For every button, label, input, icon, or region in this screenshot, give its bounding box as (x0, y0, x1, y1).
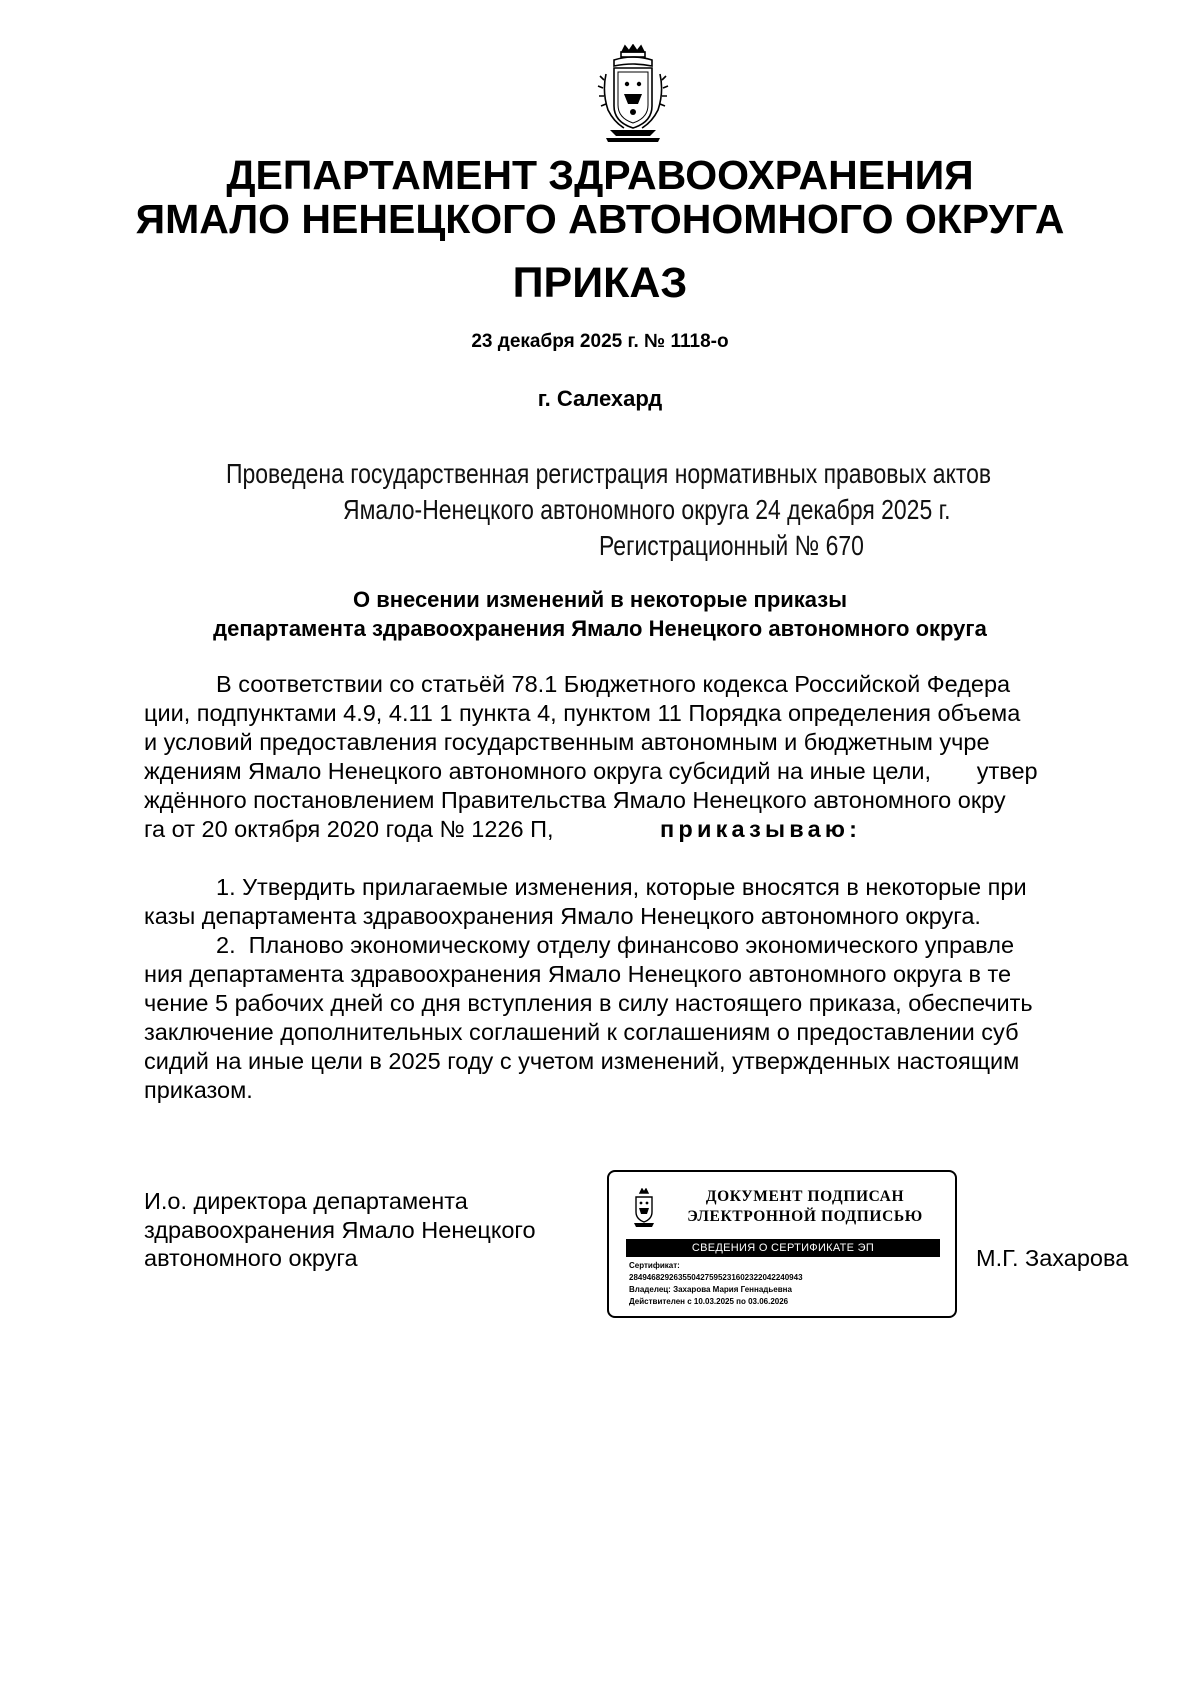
esign-owner: Владелец: Захарова Мария Геннадьевна (629, 1285, 792, 1294)
registration-stamp-line3: Регистрационный № 670 (599, 530, 864, 561)
esign-cert-number: 284946829263550427595231602322042240943 (629, 1273, 803, 1282)
signatory-position-line2: здравоохранения Ямало Ненецкого (144, 1216, 536, 1243)
clause-line: чение 5 рабочих дней со дня вступления в силу настоящего приказа, обеспечить (144, 990, 1033, 1016)
clause-line: приказом. (144, 1077, 253, 1103)
department-name-line1: ДЕПАРТАМЕНТ ЗДРАВООХРАНЕНИЯ (226, 152, 974, 198)
clause-line: заключение дополнительных соглашений к соглашениям о предоставлении суб (144, 1019, 1019, 1045)
signatory-position-line1: И.о. директора департамента (144, 1188, 468, 1214)
coat-of-arms-emblem (592, 44, 674, 144)
esign-title (685, 1187, 925, 1227)
department-name-line2: ЯМАЛО НЕНЕЦКОГО АВТОНОМНОГО ОКРУГА (135, 196, 1065, 242)
esign-emblem-icon (631, 1188, 657, 1228)
order-city: г. Салехард (537, 386, 663, 411)
preamble-line: ждениям Ямало Ненецкого автономного округа субсидий на иные цели, утвер (144, 758, 1038, 784)
subject-line1: О внесении изменений в некоторые приказы (352, 587, 848, 612)
clause-line: 2. Планово экономическому отделу финансово экономического управле (216, 932, 1015, 958)
preamble-line: ции, подпунктами 4.9, 4.11 1 пункта 4, пунктом 11 Порядка определения объема (144, 700, 1021, 726)
electronic-signature-stamp (607, 1170, 957, 1318)
registration-stamp-line2: Ямало-Ненецкого автономного округа 24 декабря 2025 г. (343, 494, 951, 525)
signatory-name: М.Г. Захарова (976, 1245, 1129, 1271)
subject-line2: департамента здравоохранения Ямало Ненецкого автономного округа (213, 616, 987, 641)
esign-cert-label: Сертификат: (629, 1261, 680, 1270)
preamble-line: В соответствии со статьёй 78.1 Бюджетного кодекса Российской Федера (216, 671, 1011, 697)
esign-certificate-bar: СВЕДЕНИЯ О СЕРТИФИКАТЕ ЭП (626, 1239, 940, 1257)
preamble-line: га от 20 октября 2020 года № 1226 П, (144, 816, 554, 842)
order-date-number: 23 декабря 2025 г. № 1118-о (471, 331, 729, 352)
document-type-title: ПРИКАЗ (512, 259, 688, 307)
clause-line: сидий на иные цели в 2025 году с учетом изменений, утвержденных настоящим (144, 1048, 1020, 1074)
clause-line: казы департамента здравоохранения Ямало Ненецкого автономного округа. (144, 903, 981, 929)
preamble-line: и условий предоставления государственным автономным и бюджетным учре (144, 729, 990, 755)
signatory-position (144, 1187, 536, 1273)
clause-line: ния департамента здравоохранения Ямало Ненецкого автономного округа в те (144, 961, 1012, 987)
esign-title-line2: ЭЛЕКТРОННОЙ ПОДПИСЬЮ (687, 1208, 923, 1225)
command-word: приказываю: (660, 816, 862, 842)
signatory-position-line3: автономного округа (144, 1245, 358, 1271)
preamble-line: ждённого постановлением Правительства Ямало Ненецкого автономного окру (144, 787, 1006, 813)
esign-title-line1: ДОКУМЕНТ ПОДПИСАН (705, 1188, 905, 1205)
esign-validity: Действителен с 10.03.2025 по 03.06.2026 (629, 1297, 789, 1306)
registration-stamp-line1: Проведена государственная регистрация нормативных правовых актов (226, 458, 992, 489)
clause-line: 1. Утвердить прилагаемые изменения, которые вносятся в некоторые при (216, 874, 1027, 900)
